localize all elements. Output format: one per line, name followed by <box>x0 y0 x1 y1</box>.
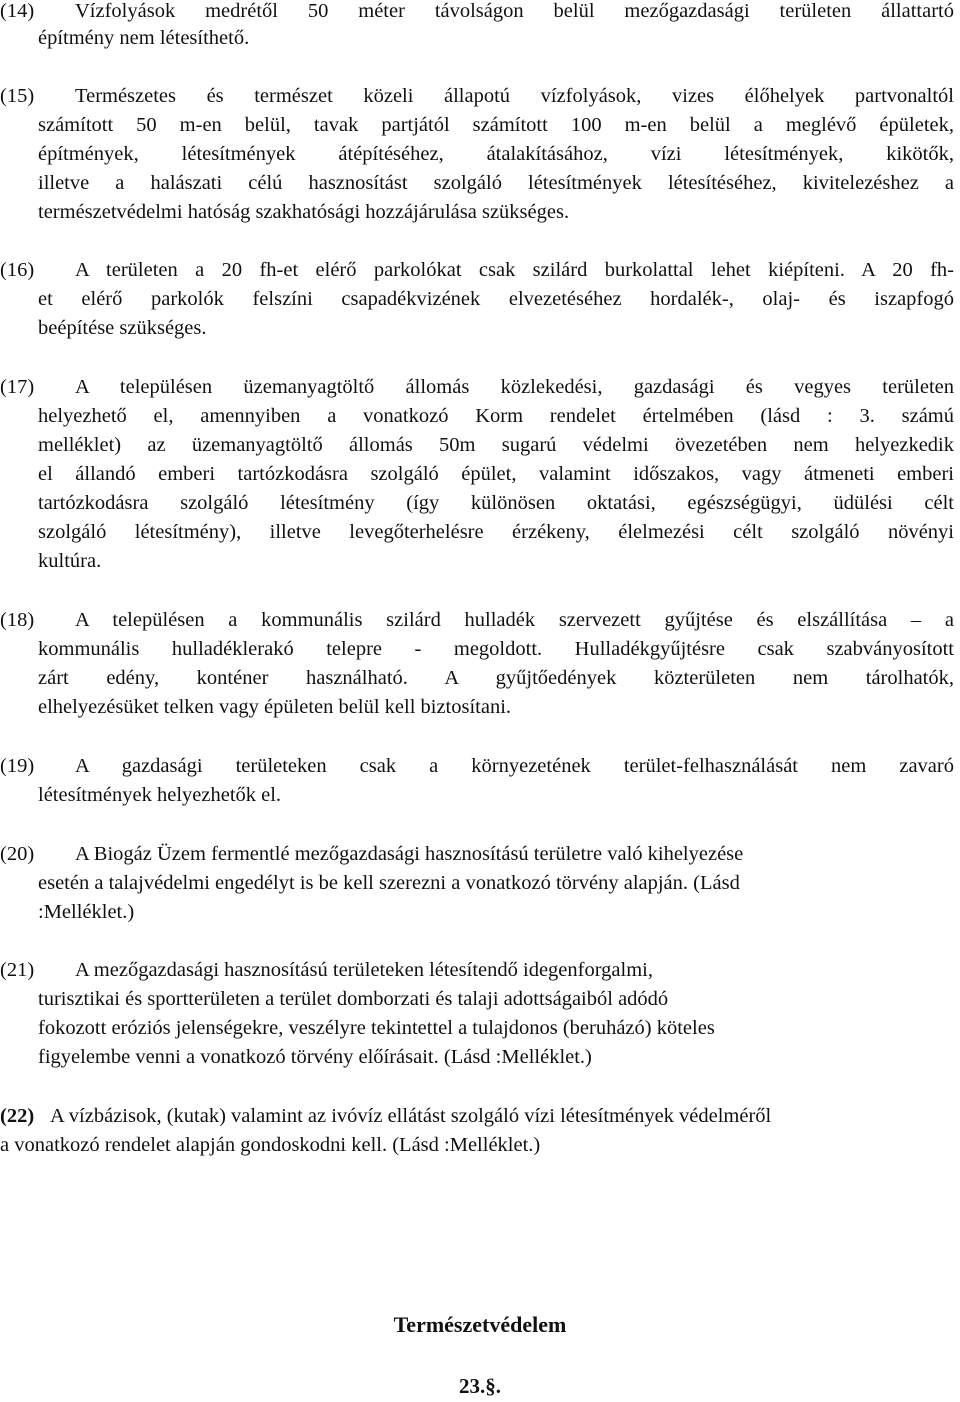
paragraph-line: A településen a kommunális szilárd hulladék szervezett gyűjtése és elszállítása – a <box>75 609 954 631</box>
paragraph-line: Természetes és természet közeli állapotú vízfolyások, vizes élőhelyek partvonaltól <box>75 85 954 107</box>
paragraph-number: (22) <box>0 1105 35 1127</box>
paragraph-line: A gazdasági területeken csak a környezetének terület-felhasználását nem zavaró <box>75 755 954 777</box>
paragraph-line: figyelembe venni a vonatkozó törvény előírásait. (Lásd :Melléklet.) <box>38 1046 592 1068</box>
paragraph-line: illetve a halászati célú hasznosítást szolgáló létesítmények létesítéséhez, kivitelezéshez a <box>38 172 954 194</box>
paragraph-line: létesítmények helyezhetők el. <box>38 784 282 806</box>
paragraph-line: beépítése szükséges. <box>38 317 207 339</box>
paragraph-line: melléklet) az üzemanyagtöltő állomás 50m sugarú védelmi övezetében nem helyezkedik <box>38 434 954 456</box>
paragraph-number: (17) <box>0 376 35 398</box>
paragraph-line: a vonatkozó rendelet alapján gondoskodni kell. (Lásd :Melléklet.) <box>0 1134 541 1156</box>
paragraph-line: A településen üzemanyagtöltő állomás közlekedési, gazdasági és vegyes területen <box>75 376 954 398</box>
paragraph-line: A mezőgazdasági hasznosítású területeken létesítendő idegenforgalmi, <box>75 959 653 981</box>
paragraph-line: esetén a talajvédelmi engedélyt is be kell szerezni a vonatkozó törvény alapján. (Lásd <box>38 872 740 894</box>
paragraph-line: zárt edény, konténer használható. A gyűjtőedények közterületen nem tárolhatók, <box>38 667 954 689</box>
paragraph-number: (16) <box>0 259 35 281</box>
paragraph-number: (14) <box>0 0 35 22</box>
section-number: 23.§. <box>459 1374 501 1398</box>
paragraph-number: (19) <box>0 755 35 777</box>
paragraph-line: et elérő parkolók felszíni csapadékvizének elvezetéséhez hordalék-, olaj- és iszapfogó <box>38 288 954 310</box>
paragraph-line: A Biogáz Üzem fermentlé mezőgazdasági hasznosítású területre való kihelyezése <box>75 843 744 865</box>
paragraph-line: fokozott eróziós jelenségekre, veszélyre tekintettel a tulajdonos (beruházó) köteles <box>38 1017 715 1039</box>
paragraph-number: (21) <box>0 959 35 981</box>
paragraph-line: elhelyezésüket telken vagy épületen belül kell biztosítani. <box>38 696 512 718</box>
paragraph-number: (18) <box>0 609 35 631</box>
paragraph-line: A területen a 20 fh-et elérő parkolókat csak szilárd burkolattal lehet kiépíteni. A 20 fh- <box>75 259 954 281</box>
paragraph-number: (20) <box>0 843 35 865</box>
paragraph-line: kultúra. <box>38 550 102 572</box>
paragraph-line: :Melléklet.) <box>38 901 135 923</box>
paragraph-line: el állandó emberi tartózkodásra szolgáló épület, valamint időszakos, vagy átmeneti emberi <box>38 463 954 485</box>
paragraph-number: (15) <box>0 85 35 107</box>
paragraph-line: kommunális hulladéklerakó telepre - megoldott. Hulladékgyűjtésre csak szabványosított <box>38 638 954 660</box>
paragraph-line: tartózkodásra szolgáló létesítmény (így különösen oktatási, egészségügyi, üdülési célt <box>38 492 954 514</box>
paragraph-line: számított 50 m-en belül, tavak partjától számított 100 m-en belül a meglévő épületek, <box>38 114 954 136</box>
paragraph-line: Vízfolyások medrétől 50 méter távolságon belül mezőgazdasági területen állattartó <box>75 0 954 22</box>
paragraph-line: természetvédelmi hatóság szakhatósági hozzájárulása szükséges. <box>38 201 570 223</box>
paragraph-line: építmények, létesítmények átépítéséhez, átalakításához, vízi létesítmények, kikötők, <box>38 143 954 165</box>
section-heading: Természetvédelem <box>393 1312 567 1337</box>
paragraph-line: turisztikai és sportterületen a terület domborzati és talaji adottságaiból adódó <box>38 988 669 1010</box>
paragraph-line: helyezhető el, amennyiben a vonatkozó Korm rendelet értelmében (lásd : 3. számú <box>38 405 954 427</box>
paragraph-line: szolgáló létesítmény), illetve levegőterhelésre érzékeny, élelmezési célt szolgáló növényi <box>38 521 954 543</box>
paragraph-line: építmény nem létesíthető. <box>38 27 250 49</box>
paragraph-line: A vízbázisok, (kutak) valamint az ivóvíz ellátást szolgáló vízi létesítmények védelméről <box>50 1105 772 1127</box>
